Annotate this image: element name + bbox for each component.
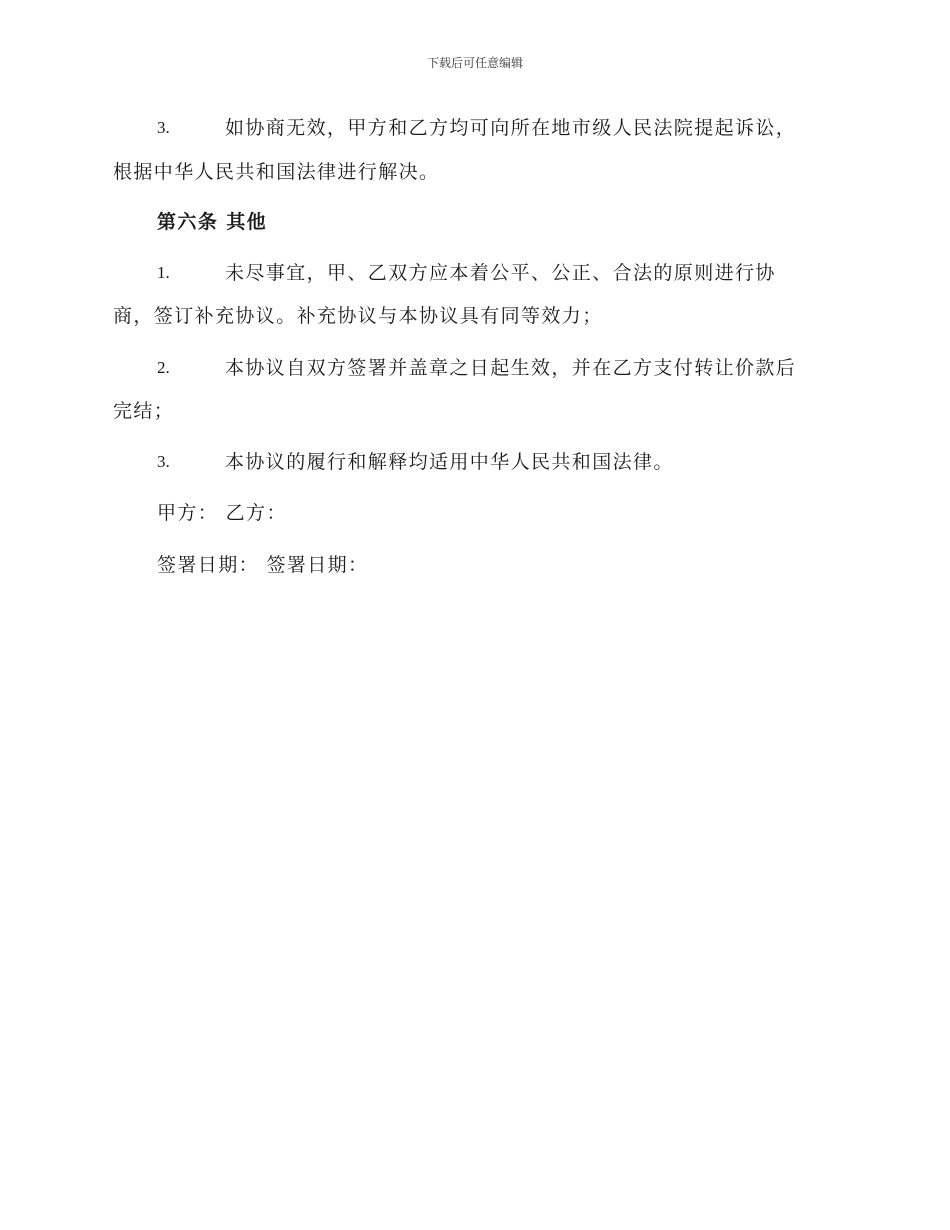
clause-line-2: 商，签订补充协议。补充协议与本协议具有同等效力； [113,305,603,327]
clause-line-1: 如协商无效，甲方和乙方均可向所在地市级人民法院提起诉讼， [225,117,797,139]
item-number: 1. [157,263,170,282]
section-heading: 第六条 其他 [157,211,268,233]
clause-line-2: 根据中华人民共和国法律进行解决。 [113,161,440,183]
signing-date-text: 签署日期： 签署日期： [157,554,369,576]
clause-line-1: 本协议的履行和解释均适用中华人民共和国法律。 [225,451,674,473]
item-number: 3. [157,118,170,137]
clause-line-2: 完结； [113,400,175,422]
item-number: 2. [157,358,170,377]
page-header: 下载后可任意编辑 [426,56,523,70]
clause-line-1: 本协议自双方签署并盖章之日起生效，并在乙方支付转让价款后 [225,357,797,379]
item-number: 3. [157,452,170,471]
parties-text: 甲方： 乙方： [157,502,287,524]
clause-line-1: 未尽事宜，甲、乙双方应本着公平、公正、合法的原则进行协 [225,262,776,284]
